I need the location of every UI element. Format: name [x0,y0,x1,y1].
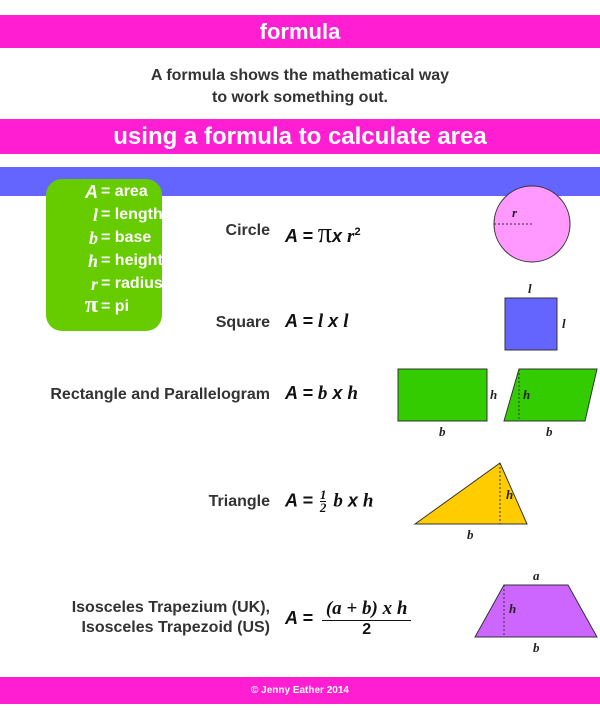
triangle-label: Triangle [208,493,270,510]
base-variable: b [333,490,343,512]
legend-symbol: b [89,228,98,248]
formula-lhs: A = [285,311,313,331]
times-sign: x [332,226,343,246]
circle-label: Circle [225,222,270,239]
legend-definition: = pi [101,298,130,315]
copyright: © Jenny Eather 2014 [251,685,349,696]
formula-lhs: A = [285,608,313,628]
triangle-base-label: b [467,527,474,542]
rectangle-height-label: h [490,387,498,402]
legend-definition: = radius [101,275,163,292]
legend-symbol: r [90,274,98,294]
intro-line-2: to work something out. [212,89,388,106]
times-sign: x [347,490,358,511]
fraction-denominator: 2 [362,621,372,638]
square-top-label: l [528,281,532,296]
height-variable: h [362,490,374,512]
subtitle: using a formula to calculate area [113,123,487,150]
radius-variable: r [347,226,355,247]
footer-banner [0,677,600,704]
trapezium-label-line-1: Isosceles Trapezium (UK), [71,599,270,616]
height-variable: h [347,383,358,404]
times-sign: x [328,311,339,331]
trapezium-top-label: a [533,568,540,583]
length-variable: l [343,311,349,332]
legend-definition: = length [101,206,163,223]
parallelogram-height-label: h [523,387,531,402]
intro-line-1: A formula shows the mathematical way [150,67,450,84]
fraction-numerator: 1 [319,487,327,502]
parallelogram-base-label: b [546,424,553,439]
length-variable: l [317,311,324,332]
base-variable: b [317,383,328,404]
legend-symbol: h [87,251,98,271]
trapezium-height-label: h [509,601,517,616]
legend-definition: = base [101,229,152,246]
times-sign: x [332,383,343,403]
legend-symbol: l [92,205,98,225]
triangle-height-label: h [506,487,514,502]
formula-lhs: A = [285,383,313,403]
trapezium-shape [475,585,597,637]
formula-lhs: A = [285,226,313,246]
rectangle-shape [398,369,487,421]
formula-lhs: A = [285,490,313,511]
fraction-numerator: (a + b) x h [322,598,412,621]
legend-definition: = height [101,252,163,269]
legend-symbol: π [84,292,98,318]
pi-symbol: π [317,218,332,249]
parallelogram-shape [504,369,597,421]
trapezium-base-label: b [533,640,540,655]
trapezium-label-line-2: Isosceles Trapezoid (US) [81,619,270,636]
square-side-label: l [562,316,566,331]
square-shape [505,298,557,350]
square-label: Square [215,314,270,331]
legend-definition: = area [101,183,148,200]
radius-label: r [512,205,518,220]
legend-symbol: A [85,182,98,202]
exponent: 2 [354,226,361,238]
rectangle-base-label: b [439,424,446,439]
page-title: formula [259,19,341,44]
fraction-denominator: 2 [319,500,327,515]
rectangle-label: Rectangle and Parallelogram [50,386,270,403]
